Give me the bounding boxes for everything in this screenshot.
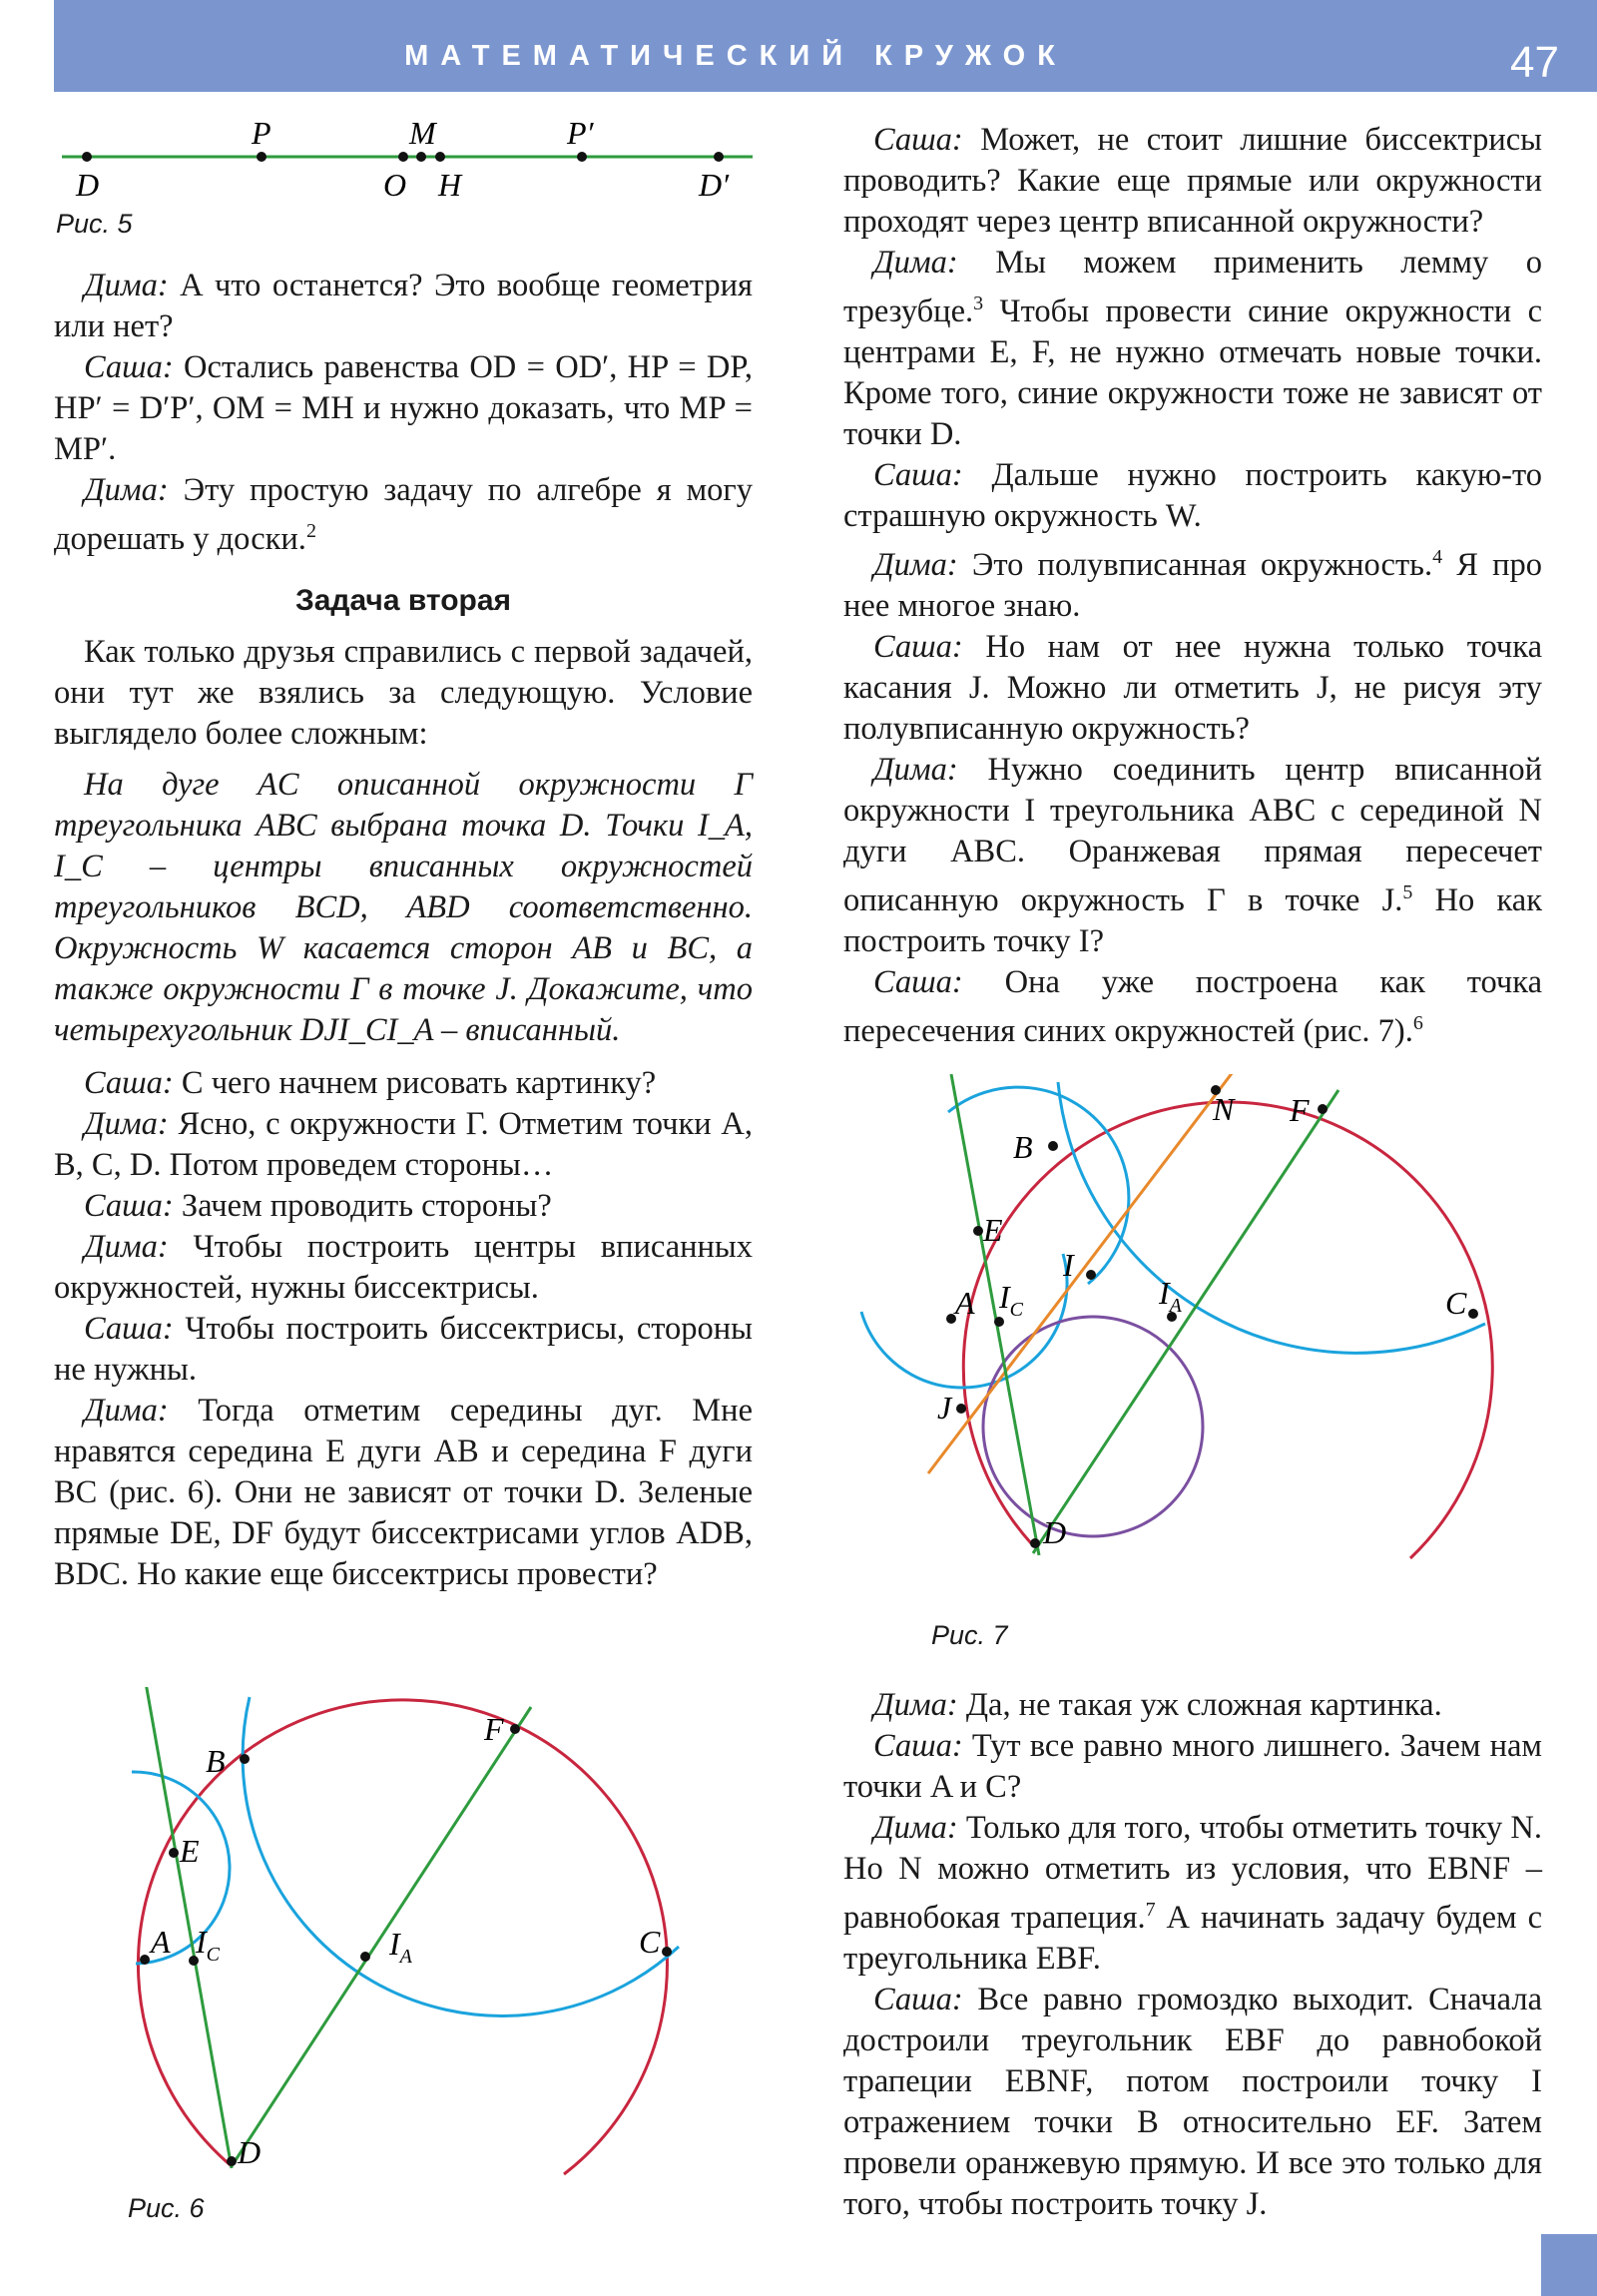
page-corner-tab [1541, 2234, 1597, 2296]
fig6-label-F: F [484, 1711, 504, 1747]
paragraph: Дима: Ясно, с окружности Γ. Отметим точки A, B, C, D. Потом проведем стороны… [54, 1106, 753, 1183]
fig5-point-P [257, 152, 266, 162]
fig7-blue-circle-E [948, 1087, 1129, 1284]
running-header [54, 0, 1597, 92]
paragraph: Саша: Все равно громоздко выходит. Сначала достроили треугольник EBF до равнобокой трапеции EBNF, потом построили точку I отражением точки B относительно EF. Затем провели оранжевую прямую. И все это только для того, чтобы построить точку J. [843, 1982, 1542, 2222]
fig7-point-IC [994, 1317, 1004, 1327]
figure-6 [120, 1687, 719, 2206]
footnote-ref: 5 [1402, 881, 1413, 903]
fig7-label-IC: $I_C$ [999, 1279, 1023, 1321]
fig5-point-O [398, 152, 408, 162]
paragraph: Саша: Остались равенства OD = OD′, HP = DP, HP′ = D′P′, OM = MH и нужно доказать, что MP = MP′. [54, 349, 753, 467]
fig6-point-A [140, 1955, 150, 1965]
paragraph: Дима: Чтобы построить центры вписанных окружностей, нужны биссектрисы. [54, 1229, 753, 1306]
fig7-label-I: I [1063, 1247, 1074, 1283]
fig6-line-DF [232, 1707, 531, 2166]
fig5-label-H: H [438, 167, 462, 203]
section-heading: Задача вторая [294, 584, 512, 617]
fig7-point-I [1086, 1270, 1096, 1280]
fig5-label-Pp: P′ [567, 120, 594, 151]
fig7-point-F [1318, 1104, 1328, 1114]
fig7-label-N: N [1213, 1091, 1235, 1127]
paragraph: Саша: Тут все равно много лишнего. Зачем нам точки A и C? [843, 1728, 1542, 1805]
fig7-label-J: J [937, 1390, 952, 1426]
paragraph: Саша: Может, не стоит лишние биссектрисы проводить? Какие еще прямые или окружности проходят через центр вписанной окружности? [843, 122, 1542, 240]
paragraph: Саша: Но нам от нее нужна только точка касания J. Можно ли отметить J, не рисуя эту полувписанную окружность? [843, 629, 1542, 747]
fig7-label-E: E [983, 1212, 1003, 1248]
footnote-ref: 2 [305, 520, 316, 542]
fig6-point-IA [360, 1952, 370, 1962]
fig7-point-B [1048, 1141, 1058, 1151]
paragraph: Дима: А что останется? Это вообще геометрия или нет? [54, 268, 753, 344]
paragraph: Дима: Это полувписанная окружность.$^4$ Я про нее многое знаю. [843, 546, 1542, 624]
paragraph: Саша: Зачем проводить стороны? [84, 1188, 552, 1224]
footnote-ref: 4 [1432, 546, 1443, 568]
fig5-label-P: P [252, 120, 271, 151]
paragraph: Дима: Да, не такая уж сложная картинка. [873, 1687, 1442, 1723]
paragraph: Дима: Мы можем применить лемму о трезубце.$^3$ Чтобы провести синие окружности с центрами E, F, не нужно отмечать новые точки. Кроме того, синие окружности тоже не зависят от точки D. [843, 245, 1542, 452]
fig6-point-D [227, 2156, 237, 2166]
fig5-point-Dp [714, 152, 724, 162]
paragraph: Саша: С чего начнем рисовать картинку? [84, 1065, 657, 1101]
figure-5 [54, 120, 753, 210]
fig7-label-B: B [1013, 1129, 1033, 1165]
footnote-ref: 6 [1412, 1012, 1423, 1034]
fig5-label-Dp: D′ [699, 167, 730, 203]
fig6-point-F [510, 1724, 520, 1734]
fig5-label-D: D [76, 167, 100, 203]
fig6-label-IC: $I_C$ [196, 1924, 220, 1966]
fig5-point-M [416, 152, 426, 162]
fig7-label-F: F [1290, 1092, 1310, 1128]
fig7-point-E [973, 1226, 983, 1236]
paragraph: Саша: Дальше нужно построить какую-то страшную окружность W. [843, 457, 1542, 534]
left-column [54, 120, 753, 1595]
fig6-label-IA: $I_A$ [389, 1926, 412, 1968]
paragraph: Дима: Тогда отметим середины дуг. Мне нравятся середина E дуги AB и середина F дуги BC (рис. 6). Они не зависят от точки D. Зеленые прямые DE, DF будут биссектрисами углов ADB, BDC. Но какие еще биссектрисы провести? [54, 1393, 753, 1592]
header-title: МАТЕМАТИЧЕСКИЙ КРУЖОК [404, 40, 1067, 72]
fig6-label-A: A [151, 1924, 171, 1960]
figure-7 [843, 1074, 1542, 1628]
fig6-label-E: E [180, 1833, 200, 1869]
fig5-point-D [82, 152, 92, 162]
fig7-caption: Рис. 7 [931, 1620, 1008, 1650]
paragraph: Дима: Нужно соединить центр вписанной окружности I треугольника ABC с серединой N дуги ABC. Оранжевая прямая пересечет описанную окружность Γ в точке J.$^5$ Но как построить точку I? [843, 752, 1543, 959]
fig5-point-H [435, 152, 445, 162]
fig5-point-Pp [577, 152, 587, 162]
paragraph: Саша: Она уже построена как точка пересечения синих окружностей (рис. 7).$^6$ [843, 964, 1542, 1049]
fig5-label-M: M [409, 120, 436, 151]
fig6-label-D: D [238, 2134, 262, 2170]
fig7-point-J [956, 1404, 966, 1414]
paragraph: Дима: Только для того, чтобы отметить точку N. Но N можно отметить из условия, что EBNF – равнобокая трапеция.$^7$ А начинать задачу будем с треугольника EBF. [843, 1810, 1542, 1977]
task-statement: На дуге AC описанной окружности Γ треугольника ABC выбрана точка D. Точки I_A, I_C – центры вписанных окружностей треугольников BCD, ABD соответственно. Окружность W касается сторон AB и BC, а также окружности Γ в точке J. Докажите, что четырехугольник DJI_CI_A – вписанный. [54, 767, 753, 1048]
fig6-point-C [662, 1947, 672, 1957]
fig6-point-E [169, 1848, 179, 1858]
page-number: 47 [1510, 38, 1559, 87]
fig6-label-C: C [639, 1924, 661, 1960]
paragraph: Саша: Чтобы построить биссектрисы, стороны не нужны. [54, 1311, 753, 1388]
fig6-point-B [240, 1754, 250, 1764]
fig5-caption: Рис. 5 [56, 209, 133, 239]
fig7-orange-line [928, 1074, 1233, 1473]
fig7-point-D [1030, 1538, 1040, 1548]
fig5-label-O: O [383, 167, 407, 203]
right-column [843, 120, 1542, 2225]
fig6-label-B: B [206, 1743, 226, 1779]
fig7-label-D: D [1043, 1514, 1067, 1550]
fig7-label-C: C [1445, 1285, 1467, 1321]
fig7-label-A: A [955, 1285, 975, 1321]
footnote-ref: 7 [1145, 1899, 1156, 1921]
footnote-ref: 3 [973, 292, 984, 314]
fig6-caption: Рис. 6 [128, 2193, 205, 2223]
fig7-label-IA: $I_A$ [1159, 1275, 1182, 1317]
intro-paragraph: Как только друзья справились с первой задачей, они тут же взялись за следующую. Условие выглядело более сложным: [54, 634, 753, 752]
paragraph: Дима: Эту простую задачу по алгебре я могу дорешать у доски.$^2$ [54, 472, 753, 557]
fig7-point-C [1468, 1309, 1478, 1319]
fig6-blue-circle-F [243, 1697, 679, 2015]
